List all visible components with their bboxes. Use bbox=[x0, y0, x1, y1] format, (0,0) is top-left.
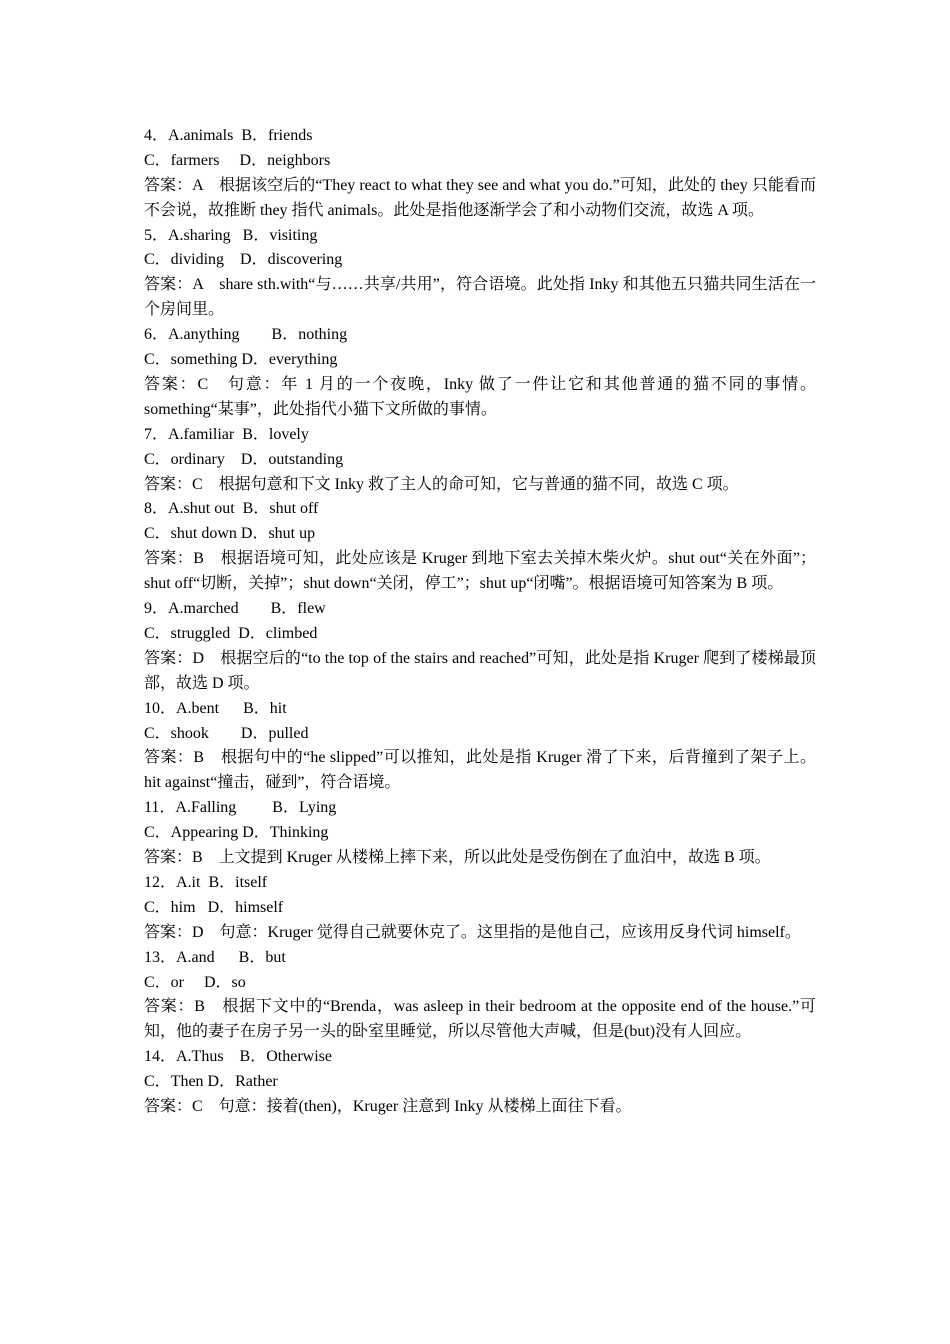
question-14 bbox=[144, 1045, 816, 1120]
question-10 bbox=[144, 697, 816, 797]
options-line-1: 11．A.Falling B．Lying bbox=[144, 799, 337, 817]
answer-explanation: 答案：C 根据句意和下文 Inky 救了主人的命可知，它与普通的猫不同，故选 C 项。 bbox=[144, 475, 739, 493]
options-line-1: 13．A.and B．but bbox=[144, 948, 286, 966]
options-line-1: 10．A.bent B．hit bbox=[144, 699, 287, 717]
question-8 bbox=[144, 497, 816, 597]
options-line-2: C．shook D．pulled bbox=[144, 724, 309, 742]
options-line-2: C．him D．himself bbox=[144, 898, 284, 916]
question-11 bbox=[144, 796, 816, 871]
options-line-2: C．something D．everything bbox=[144, 351, 338, 369]
options-line-2: C．or D．so bbox=[144, 973, 246, 991]
question-7 bbox=[144, 423, 816, 498]
answer-explanation: 答案：B 根据语境可知，此处应该是 Kruger 到地下室去关掉木柴火炉。shut out“关在外面”；shut off“切断，关掉”；shut down“关闭，停工”；shut up“闭嘴”。根据语境可知答案为 B 项。 bbox=[144, 550, 816, 593]
options-line-1: 7．A.familiar B．lovely bbox=[144, 425, 309, 443]
question-5 bbox=[144, 224, 816, 324]
answer-explanation: 答案：D 句意：Kruger 觉得自己就要休克了。这里指的是他自己，应该用反身代词 himself。 bbox=[144, 923, 801, 941]
options-line-1: 9．A.marched B．flew bbox=[144, 600, 326, 618]
answer-explanation: 答案：B 根据下文中的“Brenda，was asleep in their bedroom at the opposite end of the house.”可知，他的妻子在房子另一头的卧室里睡觉，所以尽管他大声喊，但是(but)没有人回应。 bbox=[144, 998, 816, 1041]
options-line-1: 12．A.it B．itself bbox=[144, 873, 268, 891]
question-12 bbox=[144, 871, 816, 946]
options-line-2: C．struggled D．climbed bbox=[144, 624, 318, 642]
options-line-2: C．farmers D．neighbors bbox=[144, 151, 331, 169]
options-line-2: C．shut down D．shut up bbox=[144, 525, 316, 543]
question-list bbox=[144, 124, 816, 1120]
answer-explanation: 答案：A share sth.with“与……共享/共用”，符合语境。此处指 Inky 和其他五只猫共同生活在一个房间里。 bbox=[144, 276, 816, 319]
options-line-1: 4．A.animals B．friends bbox=[144, 127, 313, 144]
answer-explanation: 答案：C 句意：年 1 月的一个夜晚，Inky 做了一件让它和其他普通的猫不同的事情。something“某事”，此处指代小猫下文所做的事情。 bbox=[144, 375, 816, 418]
question-4 bbox=[144, 124, 816, 224]
options-line-1: 8．A.shut out B．shut off bbox=[144, 500, 319, 518]
options-line-2: C．Appearing D．Thinking bbox=[144, 824, 329, 842]
options-line-2: C．dividing D．discovering bbox=[144, 251, 343, 269]
options-line-1: 14．A.Thus B．Otherwise bbox=[144, 1048, 332, 1066]
question-6 bbox=[144, 323, 816, 423]
answer-explanation: 答案：B 上文提到 Kruger 从楼梯上摔下来，所以此处是受伤倒在了血泊中，故选 B 项。 bbox=[144, 849, 771, 867]
options-line-1: 5．A.sharing B．visiting bbox=[144, 226, 318, 244]
answer-explanation: 答案：C 句意：接着(then)，Kruger 注意到 Inky 从楼梯上面往下看。 bbox=[144, 1098, 632, 1115]
answer-explanation: 答案：A 根据该空后的“They react to what they see and what you do.”可知，此处的 they 只能看而不会说，故推断 they 指代 animals。此处是指他逐渐学会了和小动物们交流，故选 A 项。 bbox=[144, 176, 816, 219]
question-13 bbox=[144, 946, 816, 1046]
options-line-2: C．Then D．Rather bbox=[144, 1073, 278, 1091]
options-line-2: C．ordinary D．outstanding bbox=[144, 450, 344, 468]
question-9 bbox=[144, 597, 816, 697]
options-line-1: 6．A.anything B．nothing bbox=[144, 326, 348, 344]
answer-explanation: 答案：B 根据句中的“he slipped”可以推知，此处是指 Kruger 滑了下来，后背撞到了架子上。hit against“撞击，碰到”，符合语境。 bbox=[144, 749, 816, 792]
answer-explanation: 答案：D 根据空后的“to the top of the stairs and reached”可知，此处是指 Kruger 爬到了楼梯最顶部，故选 D 项。 bbox=[144, 649, 816, 692]
